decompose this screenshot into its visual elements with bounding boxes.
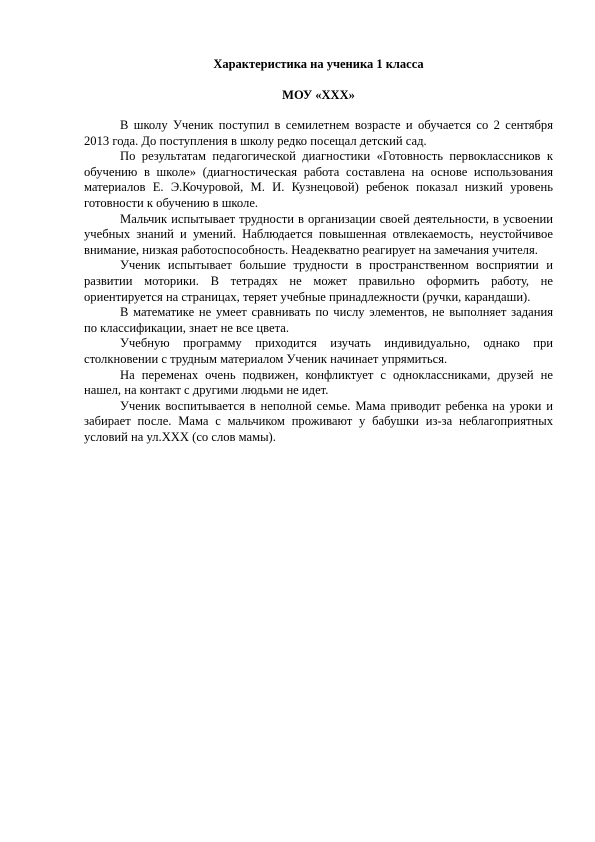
paragraph-behavior: На переменах очень подвижен, конфликтует с одноклассниками, друзей не нашел, на контакт с другими людьми не идет. — [84, 367, 553, 398]
document-page — [84, 57, 553, 445]
paragraph-family: Ученик воспитывается в неполной семье. Мама приводит ребенка на уроки и забирает после. Мама с мальчиком проживают у бабушки из-за неблагоприятных условий на ул.ХХХ (со слов мамы). — [84, 398, 553, 444]
paragraph-perception: Ученик испытывает большие трудности в пространственном восприятии и развитии моторики. В тетрадях не может правильно оформить работу, не ориентируется на страницах, теряет учебные принадлежности (ручки, карандаши). — [84, 258, 553, 304]
paragraph-math: В математике не умеет сравнивать по числу элементов, не выполняет задания по классификации, знает не все цвета. — [84, 305, 553, 335]
paragraph-diagnostics: По результатам педагогической диагностики «Готовность первоклассников к обучению в школе» (диагностическая работа составлена на основе использования материалов Е. Э.Кочуровой, М. И. Кузнецовой) ребенок показал низкий уровень готовности к обучению в школе. — [84, 149, 553, 210]
paragraph-activity: Мальчик испытывает трудности в организации своей деятельности, в усвоении учебных знаний и умений. Наблюдается повышенная отвлекаемость, неустойчивое внимание, низкая работоспособность. Неадекватно реагирует на замечания учителя. — [84, 211, 553, 257]
paragraph-enrollment: В школу Ученик поступил в семилетнем возрасте и обучается со 2 сентября 2013 года. До поступления в школу редко посещал детский сад. — [84, 118, 553, 148]
paragraph-program: Учебную программу приходится изучать индивидуально, однако при столкновении с трудным материалом Ученик начинает упрямиться. — [84, 336, 553, 366]
school-name: МОУ «ХХХ» — [282, 88, 355, 102]
document-title: Характеристика на ученика 1 класса — [213, 57, 424, 71]
